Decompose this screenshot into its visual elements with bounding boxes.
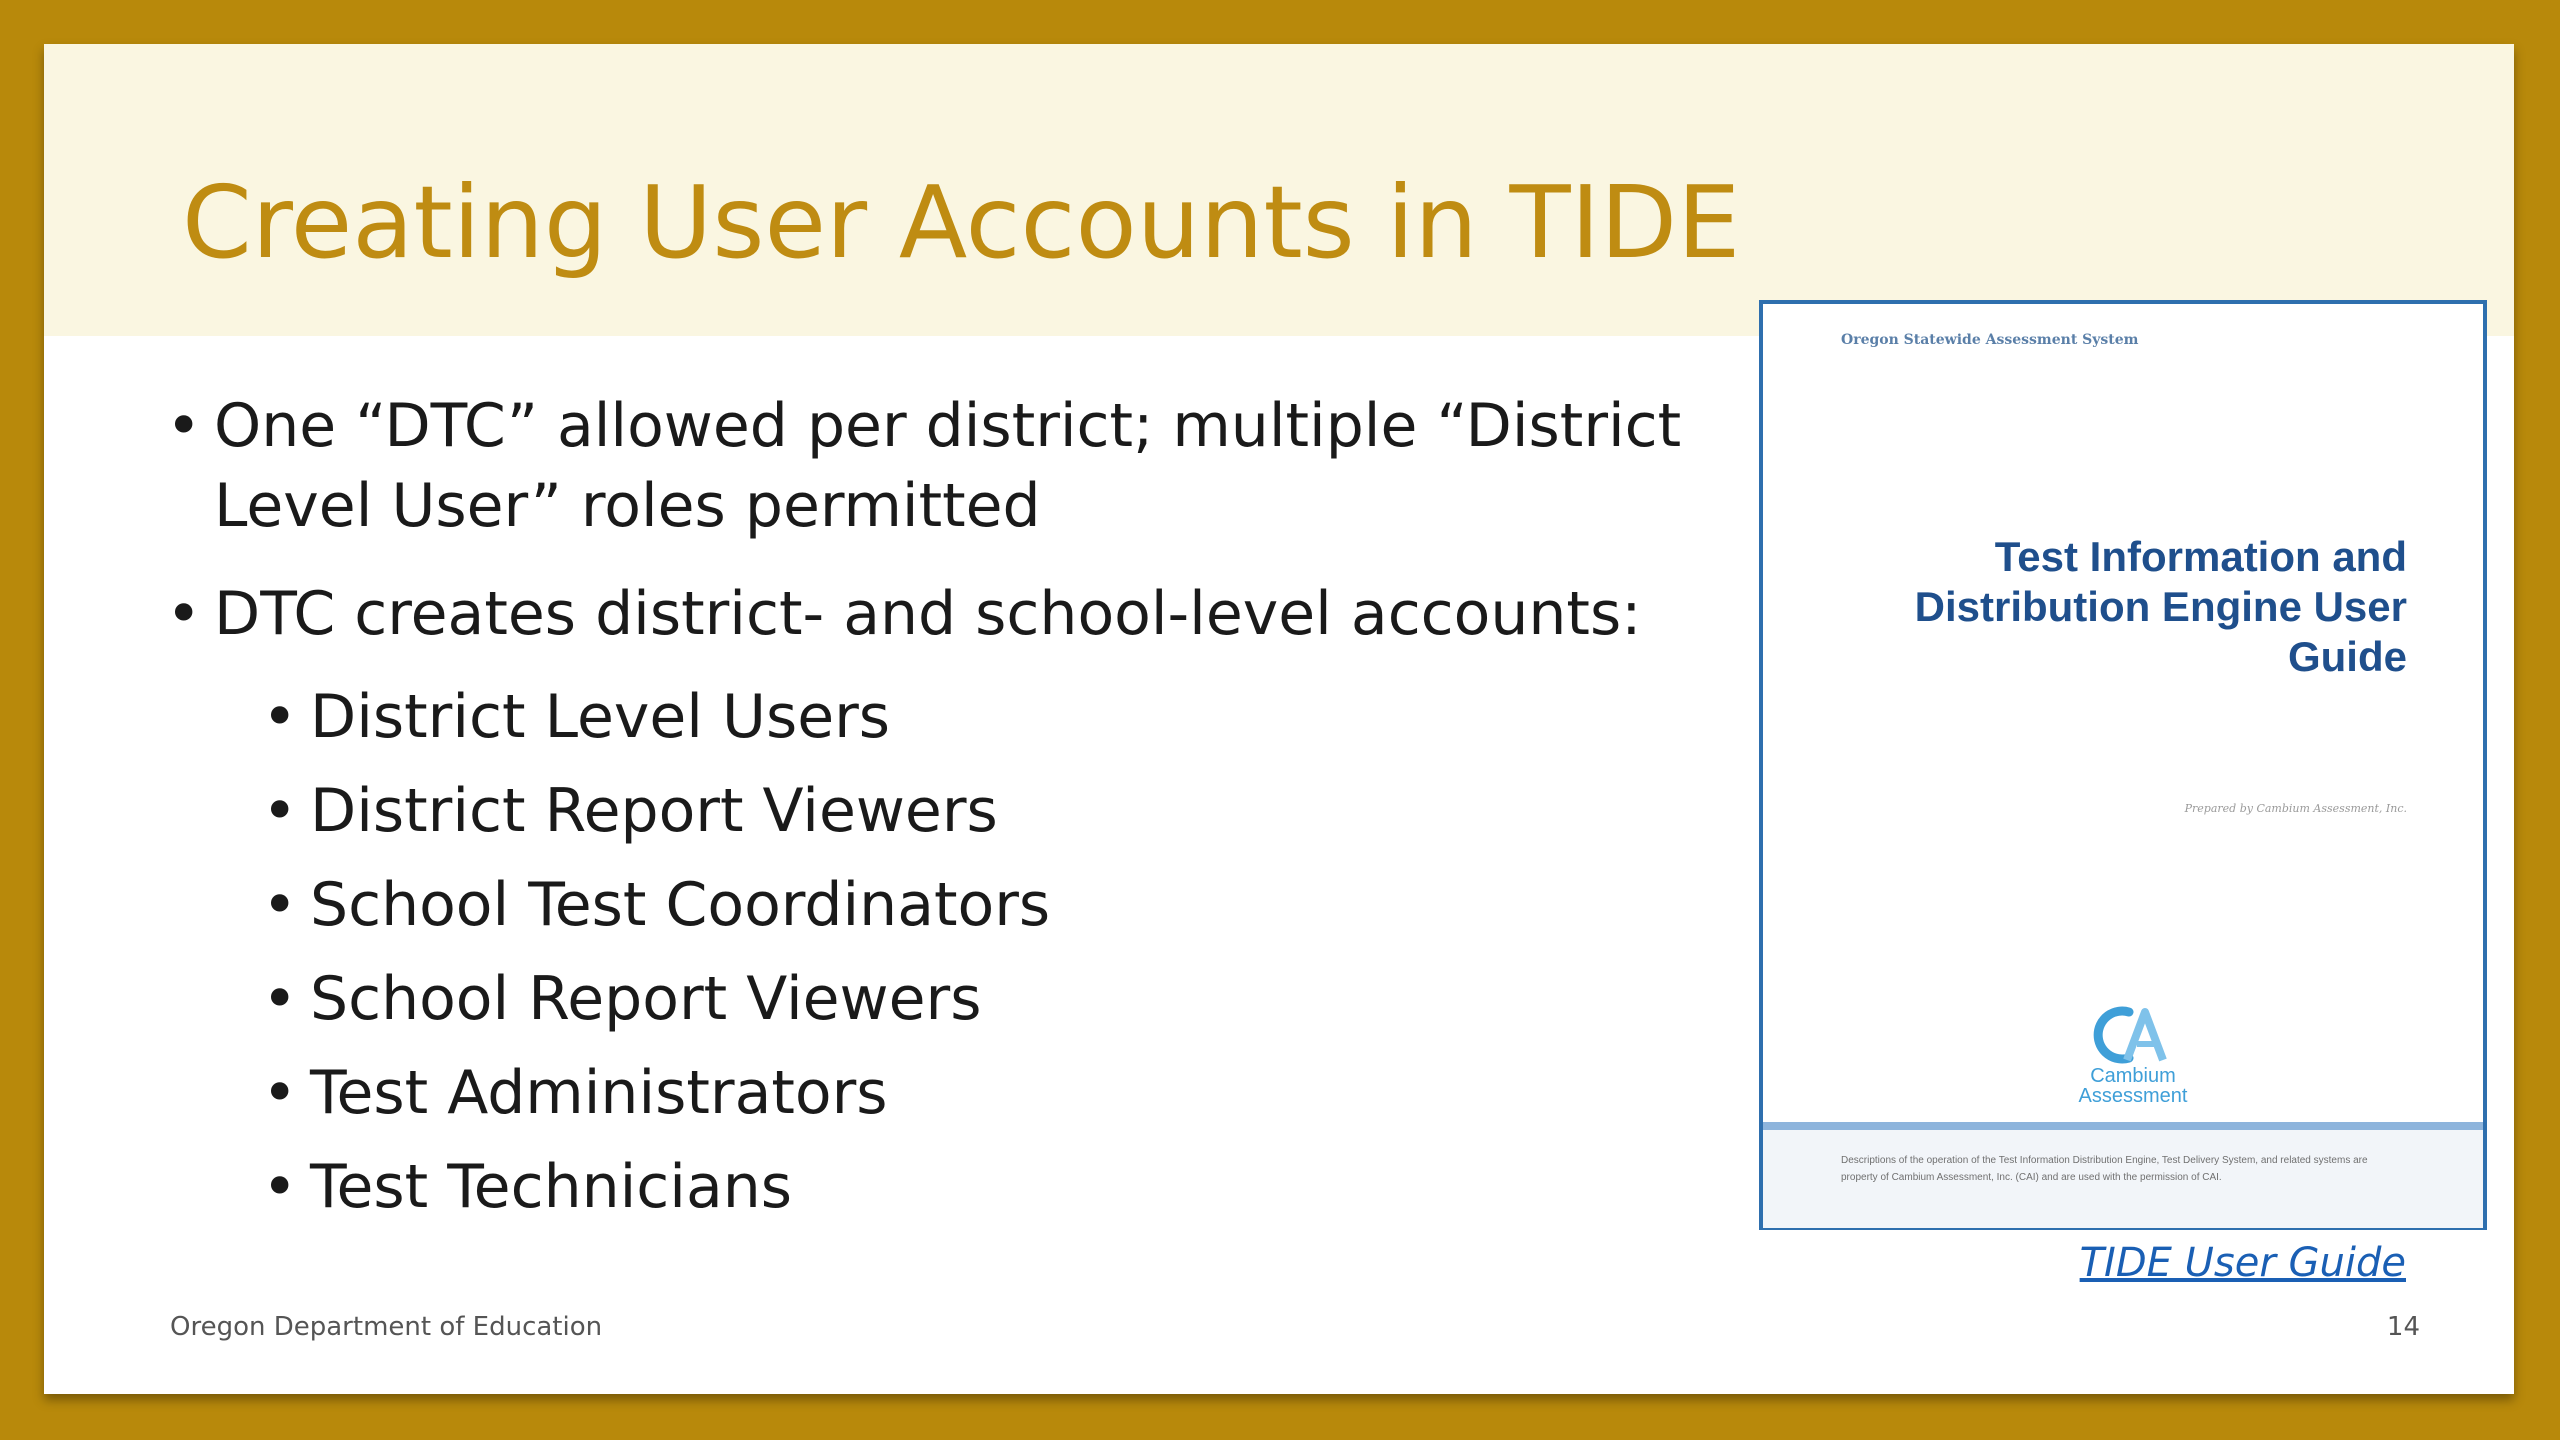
footer-organization: Oregon Department of Education [170,1312,603,1342]
slide [44,44,2514,1394]
sub-bullet-list [166,670,1766,1234]
bullet-item: • DTC creates district- and school-level accounts: [166,574,1766,654]
guide-divider [1763,1122,2483,1130]
logo-text-line1: Cambium [2090,1065,2176,1087]
sub-bullet-item: • School Report Viewers [262,952,1766,1046]
bullet-list [166,386,1766,1234]
guide-title: Test Information and Distribution Engine User Guide [1914,533,2407,680]
tide-user-guide-link[interactable]: TIDE User Guide [2079,1240,2406,1286]
sub-bullet-item: • School Test Coordinators [262,858,1766,952]
bullet-item: • One “DTC” allowed per district; multiple “District Level User” roles permitted [166,386,1766,546]
page-number: 14 [2386,1312,2420,1342]
ca-mark-icon [2093,1004,2173,1066]
guide-cover-image [1759,300,2487,1230]
sub-bullet-item: • District Report Viewers [262,764,1766,858]
guide-description: Descriptions of the operation of the Test Information Distribution Engine, Test Delivery System, and related systems are property of Cambium Assessment, Inc. (CAI) and are used with the permission of CAI. [1841,1155,2368,1183]
sub-bullet-item: • District Level Users [262,670,1766,764]
cambium-assessment-logo-icon [2033,1004,2233,1114]
slide-title: Creating User Accounts in TIDE [182,164,1741,281]
sub-bullet-item: • Test Administrators [262,1046,1766,1140]
logo-text-line2: Assessment [2078,1085,2188,1107]
guide-header: Oregon Statewide Assessment System [1841,332,2139,348]
sub-bullet-item: • Test Technicians [262,1140,1766,1234]
guide-prepared-by: Prepared by Cambium Assessment, Inc. [2184,802,2407,815]
